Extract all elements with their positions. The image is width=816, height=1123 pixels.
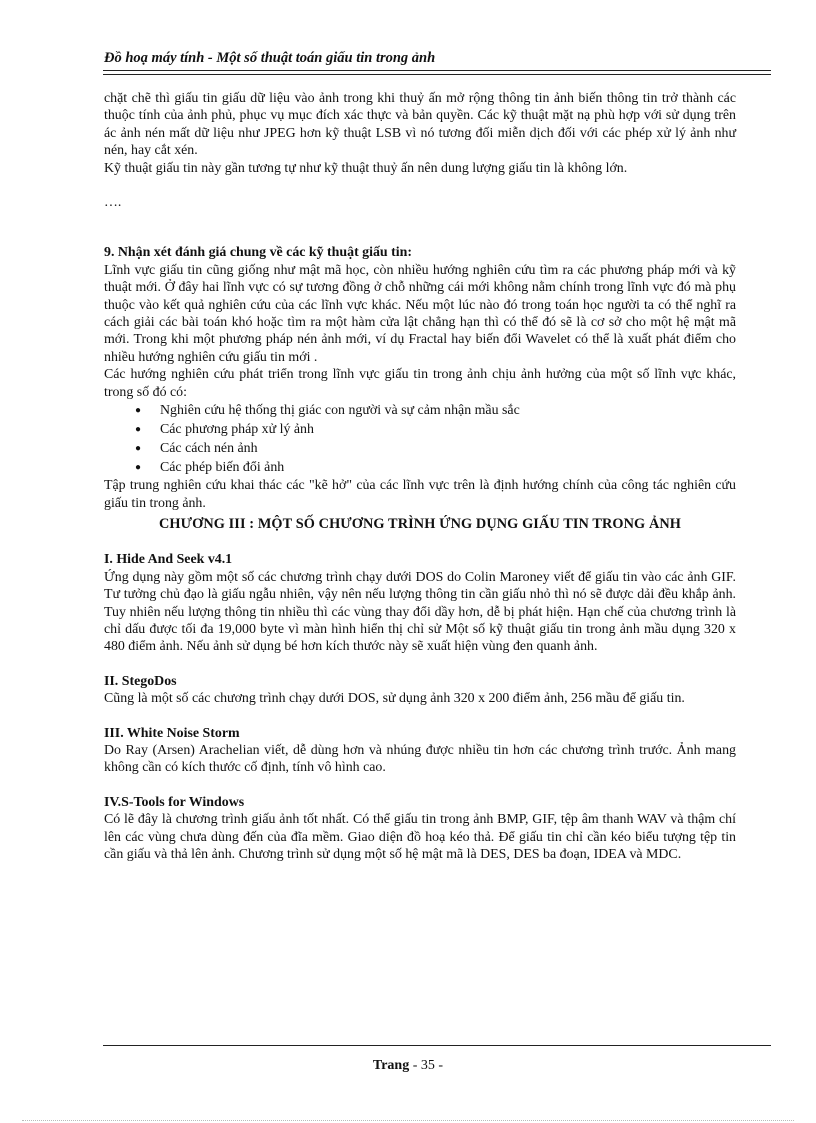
section-body-hide-and-seek: Ứng dụng này gồm một số các chương trình chạy dưới DOS do Colin Maroney viết để giấu tin vào các ảnh GIF. Tư tưởng chủ đạo là giấu ngẫu nhiên, vậy nên nếu lượng thông tin cần giấu nhỏ thì nó sẽ được dải đều khắp ảnh. Tuy nhiên nếu lượng thông tin nhiều thì các vùng thay đổi dầy hơn, dễ bị phát hiện. Hạn chế của chương trình là chỉ dấu được tối đa 19,000 byte vì màn hình hiển thị chỉ sử Một số kỹ thuật giấu tin trong ảnh mầu dụng 320 x 480 điểm ảnh. Nếu ảnh sử dụng bé hơn kích thước này sẽ xuất hiện vùng đen quanh ảnh. bbox=[104, 569, 736, 655]
spacer bbox=[104, 228, 736, 244]
section-9-paragraph-2: Các hướng nghiên cứu phát triển trong lĩnh vực giấu tin trong ảnh chịu ảnh hưởng của một số lĩnh vực khác, trong số đó có: bbox=[104, 367, 736, 400]
spacer bbox=[104, 211, 736, 228]
section-body-s-tools: Có lẽ đây là chương trình giấu ảnh tốt nhất. Có thể giấu tin trong ảnh BMP, GIF, tệp âm thanh WAV và thậm chí lên các vùng chưa dùng đến của đĩa mềm. Giao diện đồ hoạ kéo thả. Để giấu tin chỉ cần kéo biểu tượng tệp tin cần giấu và thả lên ảnh. Chương trình sử dụng một số hệ mật mã là DES, DES ba đoạn, IDEA và MDC. bbox=[104, 812, 736, 862]
header-rule-thin bbox=[103, 74, 771, 75]
section-heading-hide-and-seek: I. Hide And Seek v4.1 bbox=[104, 552, 233, 568]
header-rule-thick bbox=[103, 70, 771, 71]
spacer bbox=[104, 708, 736, 725]
footer-page-number: - 35 - bbox=[412, 1058, 444, 1073]
chapter-title: CHƯƠNG III : MỘT SỐ CHƯƠNG TRÌNH ỨNG DỤNG GIẤU TIN TRONG ẢNH bbox=[158, 515, 682, 532]
footer-rule bbox=[103, 1045, 771, 1046]
section-body-white-noise-storm: Do Ray (Arsen) Arachelian viết, dễ dùng hơn và nhúng được nhiều tin hơn các chương trình trước. Ảnh mang không cần có kích thước cố định, tính vô hình cao. bbox=[104, 742, 736, 776]
section-heading-stegodos: II. StegoDos bbox=[104, 673, 177, 689]
section-heading-s-tools: IV.S-Tools for Windows bbox=[104, 794, 245, 810]
intro-paragraph-2: Kỹ thuật giấu tin này gần tương tự như kỹ thuật thuỷ ấn nên dung lượng giấu tin là không lớn. bbox=[104, 160, 628, 176]
page-footer bbox=[0, 1058, 816, 1074]
spacer bbox=[104, 177, 736, 194]
footer-page-label: Trang bbox=[372, 1058, 410, 1073]
list-item: ● Các phép biến đổi ảnh bbox=[104, 458, 736, 477]
list-item: ● Các cách nén ảnh bbox=[104, 439, 736, 458]
section-body-stegodos: Cũng là một số các chương trình chạy dưới DOS, sử dụng ảnh 320 x 200 điểm ảnh, 256 mầu để giấu tin. bbox=[104, 691, 685, 707]
section-9-paragraph-1: Lĩnh vực giấu tin cũng giống như mật mã học, còn nhiều hướng nghiên cứu tìm ra các phương pháp mới và kỹ thuật mới. Ở đây hai lĩnh vực có sự tương đồng ở chỗ những cái mới không nằm chính trong lĩnh vực đó mà phụ thuộc vào kết quả nghiên cứu của các lĩnh vực khác. Nếu một lúc nào đó trong toán học người ta có thể nghĩ ra cách giải các bài toán khó hoặc tìm ra một hàm cửa lật chẳng hạn thì có thể đó sẽ là cơ sở cho một hệ mật mã mới. Trong khi một phương pháp nén ảnh mới, ví dụ Fractal hay biến đổi Wavelet có thể là xuất phát điểm cho nhiều hướng nghiên cứu giấu tin mới . bbox=[104, 262, 736, 365]
list-item: ● Các phương pháp xử lý ảnh bbox=[104, 420, 736, 439]
section-9-heading: 9. Nhận xét đánh giá chung về các kỹ thuật giấu tin: bbox=[104, 245, 412, 261]
research-areas-list bbox=[104, 401, 736, 477]
page-bottom-dotted-border bbox=[22, 1120, 794, 1121]
intro-ellipsis: …. bbox=[104, 195, 122, 211]
section-heading-white-noise-storm: III. White Noise Storm bbox=[104, 725, 240, 741]
spacer bbox=[104, 656, 736, 673]
intro-paragraph-1: chặt chẽ thì giấu tin giấu dữ liệu vào ảnh trong khi thuỷ ấn mở rộng thông tin ảnh biến thông tin trở thành các thuộc tính của ảnh phủ, phục vụ mục đích xác thực và bản quyền. Các kỹ thuật mặt nạ phù hợp với sử dụng trên ác ảnh nén mất dữ liệu như JPEG hơn kỹ thuật LSB vì nó tương đối miễn dịch đối với các phép xử lý ảnh như nén, hay cắt xén. bbox=[104, 91, 736, 159]
page-header-title: Đồ hoạ máy tính - Một số thuật toán giấu tin trong ảnh bbox=[104, 50, 436, 66]
spacer bbox=[104, 777, 736, 794]
list-item: ● Nghiên cứu hệ thống thị giác con người và sự cảm nhận mầu sắc bbox=[104, 401, 736, 420]
page-content bbox=[104, 90, 736, 863]
section-9-paragraph-3: Tập trung nghiên cứu khai thác các "kẽ hở" của các lĩnh vực trên là định hướng chính của công tác nghiên cứu giấu tin trong ảnh. bbox=[104, 478, 736, 511]
